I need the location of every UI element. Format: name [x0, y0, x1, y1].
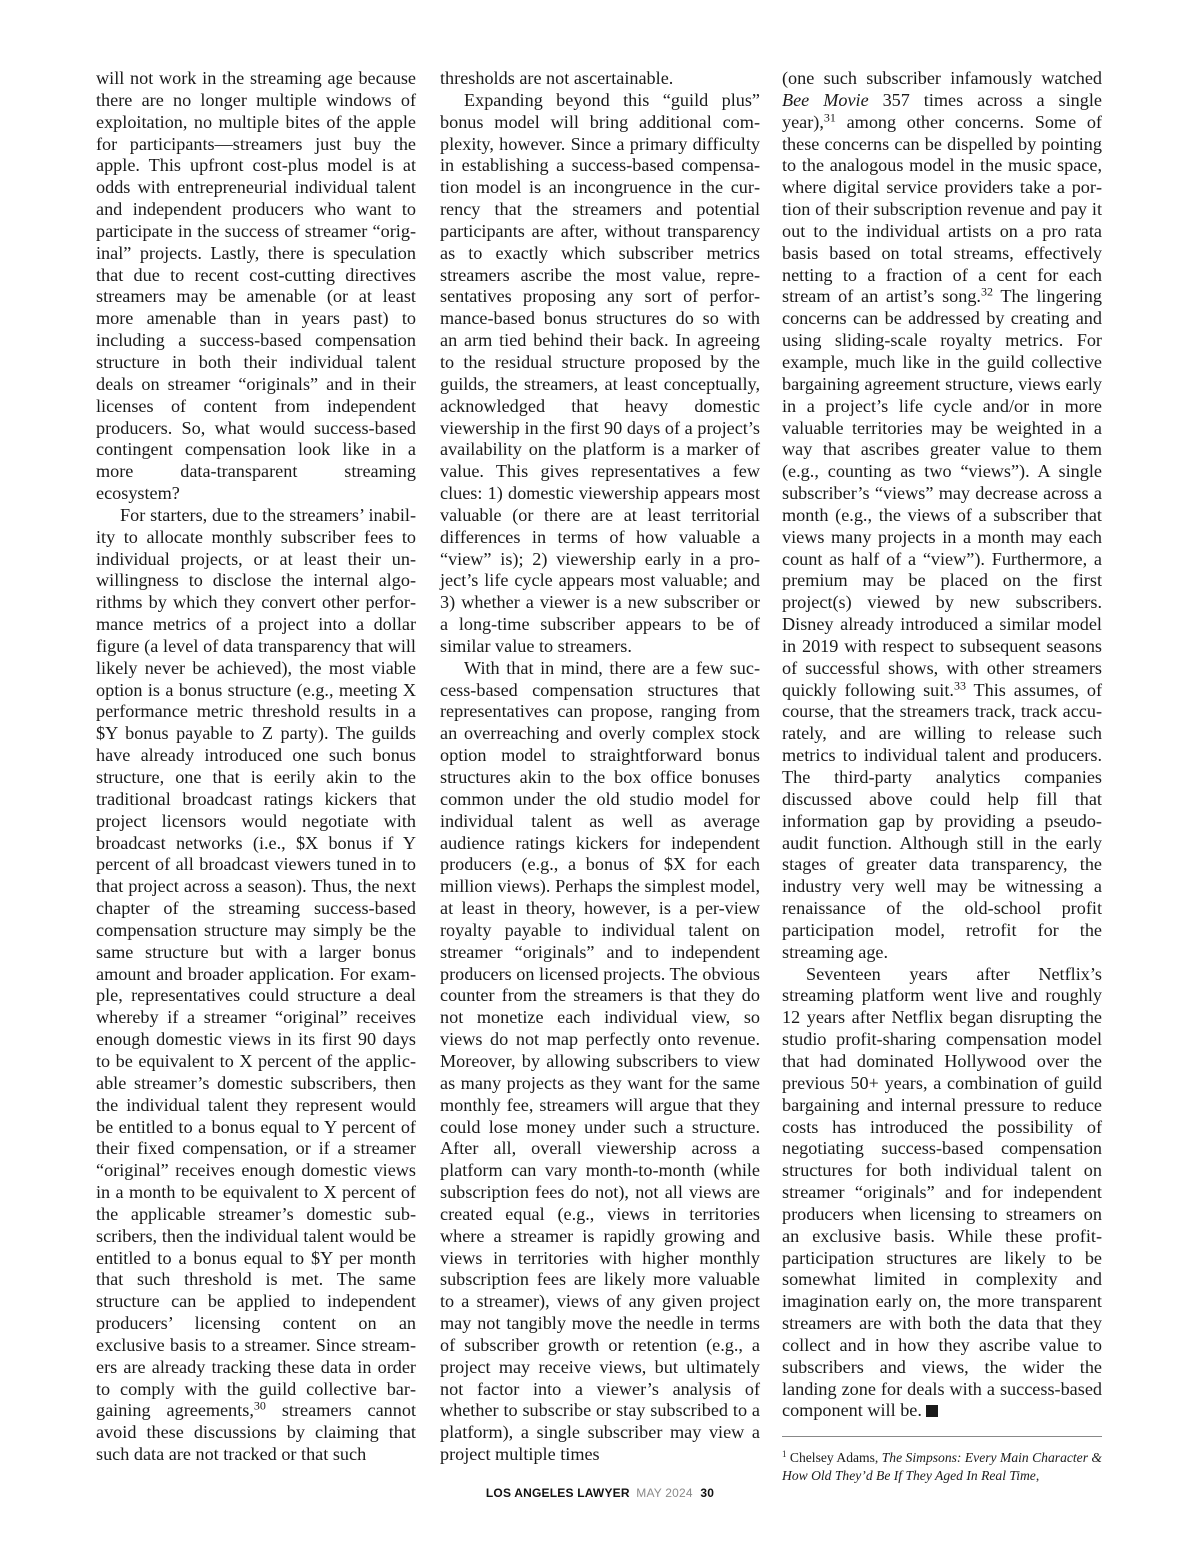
footnote-title: The Simpsons: Every Main Character & How Old They’d Be If They Aged In Real Time	[782, 1450, 1102, 1484]
magazine-name: LOS ANGELES LAWYER	[485, 1486, 630, 1500]
endnote-ref-31[interactable]: 31	[823, 110, 836, 125]
paragraph: thresholds are not ascertainable.	[440, 68, 674, 88]
text-run: among other concerns. Some of these concerns can be dispelled by pointing to the analogous model in the music space, where digital service providers take a portion of their subscription revenue and pay it out to the individual artists on a pro rata basis based on total streams, effectively netting to a fraction of a cent for each stream of an artist’s song.	[782, 111, 1102, 307]
text-column-2	[440, 68, 760, 1466]
text-run: 357 times across a single year),	[782, 89, 1102, 132]
paragraph	[782, 68, 1102, 964]
page-footer	[0, 1486, 1200, 1500]
text-run: The lingering concerns can be addressed by creating and using sliding-scale royalty metrics. For example, much like in the guild collective bargaining agreement structure, views early in a project’s life cycle and/or in more valuable territories may be weighted in a way that ascribes greater value to them (e.g., counting as two “views”). A single subscriber’s “views” may decrease across a month (e.g., the views of a subscriber that views many projects in a month may each count as half of a “view”). Furthermore, a premium may be placed on the first project(s) viewed by new subscribers. Disney already introduced a similar model in 2019 with respect to subsequent seasons of successful shows, with other streamers quickly following suit.	[782, 286, 1102, 700]
paragraph: Expanding beyond this “guild plus” bonus model will bring additional complexity, however. Since a primary difficulty in establishing a success-based compensation model is an incongruence in the currency that the streamers and potential participants are after, without transparency as to exactly which subscriber metrics streamers ascribe the most value, representatives proposing any sort of performance-based bonus structures do so with an arm tied behind their back. In agreeing to the residual structure proposed by the guilds, the streamers, at least conceptually, acknowledged that heavy domestic viewership in the first 90 days of a project’s availability on the platform is a marker of value. This gives representatives a few clues: 1) domestic viewership appears most valuable (or there are at least territorial differences in terms of how valuable a “view” is); 2) viewership early in a project’s life cycle appears most valuable; and 3) whether a viewer is a new subscriber or a long-time subscriber appears to be of similar value to streamers.	[440, 89, 760, 656]
paragraph	[782, 964, 1102, 1423]
paragraph	[96, 505, 416, 1466]
paragraph: will not work in the streaming age because there are no longer multiple windows of exploitation, no multiple bites of the apple for participants—streamers just buy the apple. This upfront cost-plus model is at odds with entrepreneurial individual talent and independent producers who want to participate in the success of streamer “original” projects. Lastly, there is speculation that due to recent cost-cutting directives streamers may be amenable (or at least more amenable than in years past) to including a success-based compensation structure in both their individual talent deals on streamer “originals” and in their licenses of content from independent producers. So, what would success-based contingent compensation look like in a more data-transparent streaming ecosystem?	[96, 68, 416, 504]
text-run: (one such subscriber infamously watched	[782, 68, 1102, 88]
end-of-article-mark	[926, 1405, 938, 1417]
film-title: Bee Movie	[782, 89, 869, 110]
text-column-3	[782, 68, 1102, 1485]
endnote-ref-33[interactable]: 33	[953, 678, 966, 693]
text-run: Seventeen years after Netflix’s streaming platform went live and roughly 12 years after Netflix began disrupting the studio profit-sharing compensation model that had dominated Hollywood over the previous 50+ years, a combination of guild bargaining and internal pressure to reduce costs has introduced the possibility of negotiating success-based compensation structures for both individual talent on streamer “originals” and for independent producers when licensing to streamers on an exclusive basis. While these profit-participation structures are likely to be somewhat limited in complexity and imagination early on, the more transparent streamers are with both the data that they collect and in how they ascribe value to subscribers and views, the wider the landing zone for deals with a success-based component will be.	[782, 963, 1102, 1421]
footnote-trail: ,	[1035, 1468, 1040, 1484]
text-run: This assumes, of course, that the streamers track, track accurately, and are willing to release such metrics to individual talent and producers. The third-party analytics companies discussed above could help fill that information gap by providing a pseudo-audit function. Although still in the early stages of greater data transparency, the industry very well may be witnessing a renaissance of the old-school profit participation model, retrofit for the streaming age.	[782, 679, 1102, 962]
footnote	[782, 1449, 1102, 1485]
endnote-ref-30[interactable]: 30	[253, 1398, 266, 1413]
text-run: For starters, due to the streamers’ inability to allocate monthly subscriber fees to individual projects, or at least their unwillingness to disclose the internal algorithms by which they convert other performance metrics of a project into a dollar figure (a level of data transparency that will likely never be achieved), the most viable option is a bonus structure (e.g., meeting X performance metric threshold results in a $Y bonus payable to Z party). The guilds have already introduced one such bonus structure, one that is eerily akin to the traditional broadcast ratings kickers that project licensors would negotiate with broadcast networks (i.e., $X bonus if Y percent of all broadcast viewers tuned in to that project across a season). Thus, the next chapter of the streaming success-based compensation structure may simply be the same structure but with a larger bonus amount and broader application. For example, representatives could structure a deal whereby if a streamer “original” receives enough domestic views in its first 90 days to be equivalent to X percent of the applicable streamer’s domestic subscribers, then the individual talent they represent would be entitled to a bonus equal to Y percent of their fixed compensation, or if a streamer “original” receives enough domestic views in a month to be equivalent to X percent of the applicable streamer’s domestic subscribers, then the individual talent would be entitled to a bonus equal to $Y per month that such threshold is met. The same structure can be applied to independent producers’ licensing content on an exclusive basis to a streamer. Since streamers are already tracking these data in order to comply with the guild collective bargaining agreements,	[96, 504, 416, 1421]
text-column-1	[96, 68, 416, 1466]
footnote-author: Chelsey Adams,	[786, 1450, 882, 1466]
text-run: streamers cannot avoid these discussions by claiming that such data are not tracked or that such	[96, 1400, 416, 1465]
endnote-ref-32[interactable]: 32	[980, 284, 993, 299]
paragraph: With that in mind, there are a few success-based compensation structures that representatives can propose, ranging from an overreaching and overly complex stock option model to straightforward bonus structures akin to the box office bonuses common under the old studio model for individual talent as well as average audience ratings kickers for independent producers (e.g., a bonus of $X for each million views). Perhaps the simplest model, at least in theory, however, is a per-view royalty payable to individual talent on streamer “originals” and to independent producers on licensed projects. The obvious counter from the streamers is that they do not monetize each individual view, so views do not map perfectly onto revenue. Moreover, by allowing subscribers to view as many projects as they want for the same monthly fee, streamers will argue that they could lose money under such a structure. After all, overall viewership across a platform can vary month-to-month (while subscription fees do not), not all views are created equal (e.g., views in territories where a streamer is rapidly growing and views in territories with higher monthly subscription fees are likely more valuable to a streamer), views of any given project may not tangibly move the needle in terms of subscriber growth or retention (e.g., a project may receive views, but ultimately not factor into a viewer’s analysis of whether to subscribe or stay subscribed to a platform), a single subscriber may view a project multiple times	[440, 657, 760, 1465]
page-number: 30	[700, 1486, 715, 1500]
footnote-divider	[782, 1436, 1102, 1437]
issue-date: MAY 2024	[636, 1486, 693, 1500]
footnote-number: 1	[782, 1449, 787, 1460]
